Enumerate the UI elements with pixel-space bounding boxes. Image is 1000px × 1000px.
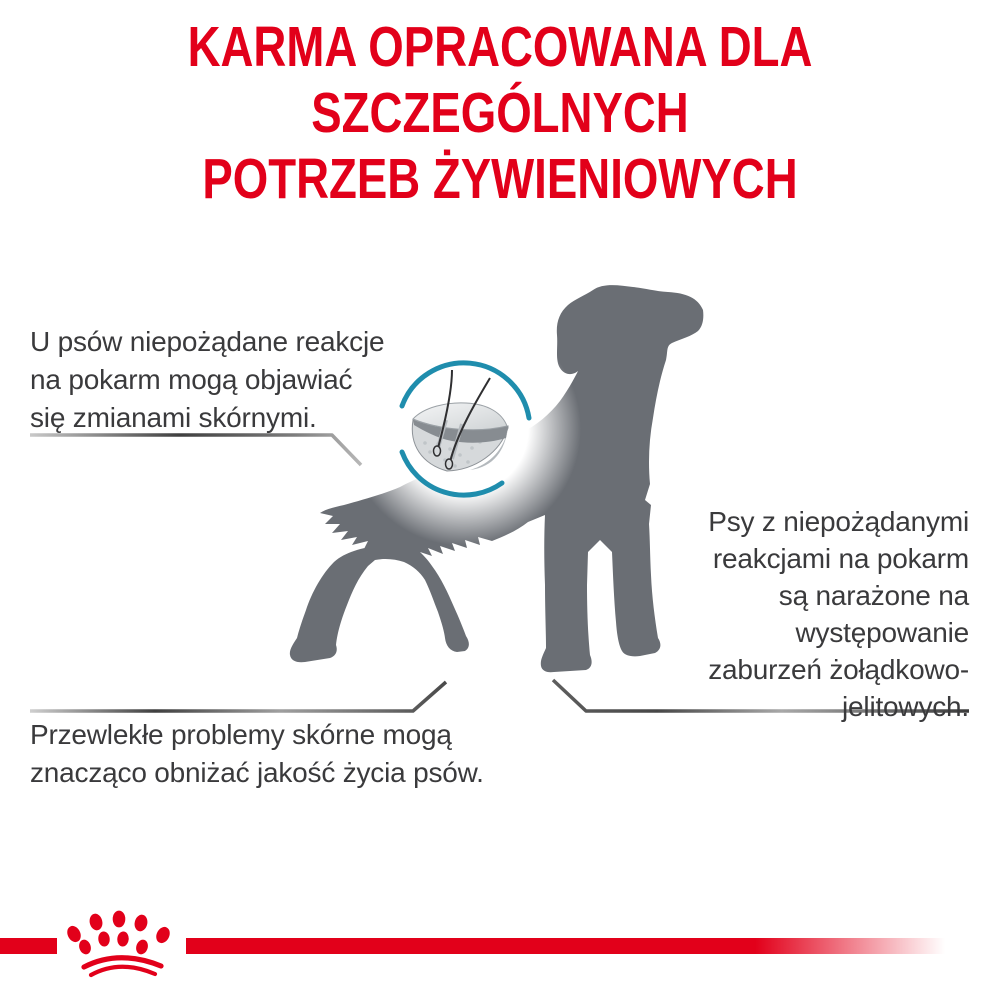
hair-bulb-icon xyxy=(434,446,441,456)
callout-text-line: U psów niepożądane reakcje xyxy=(30,326,385,357)
callout-line-skin xyxy=(30,435,361,465)
callout-text-line: występowanie xyxy=(795,617,969,648)
callout-text-line: się zmianami skórnymi. xyxy=(30,402,317,433)
callout-skin-reactions xyxy=(30,323,384,437)
footer-bar-left xyxy=(0,938,57,954)
callout-text-line: są narażone na xyxy=(778,580,969,611)
headline-line-2: POTRZEB ŻYWIENIOWYCH xyxy=(202,147,798,211)
callout-digestive-disorders xyxy=(708,503,969,725)
callout-text-line: reakcjami na pokarm xyxy=(712,543,969,574)
hair-bulb-icon xyxy=(446,459,453,469)
callout-line-quality xyxy=(30,682,446,711)
callout-text-line: znacząco obniżać jakość życia psów. xyxy=(30,757,484,788)
callout-life-quality xyxy=(30,716,484,792)
footer-bar-right xyxy=(186,938,945,954)
callout-text-line: jelitowych. xyxy=(842,691,969,722)
callout-text-line: zaburzeń żołądkowo- xyxy=(708,654,969,685)
page-title xyxy=(100,14,900,212)
callout-text-line: Przewlekłe problemy skórne mogą xyxy=(30,719,452,750)
headline-line-1: KARMA OPRACOWANA DLA SZCZEGÓLNYCH xyxy=(187,15,813,145)
royal-canin-crown-icon xyxy=(65,911,173,975)
callout-text-line: na pokarm mogą objawiać xyxy=(30,364,353,395)
callout-text-line: Psy z niepożądanymi xyxy=(708,506,969,537)
